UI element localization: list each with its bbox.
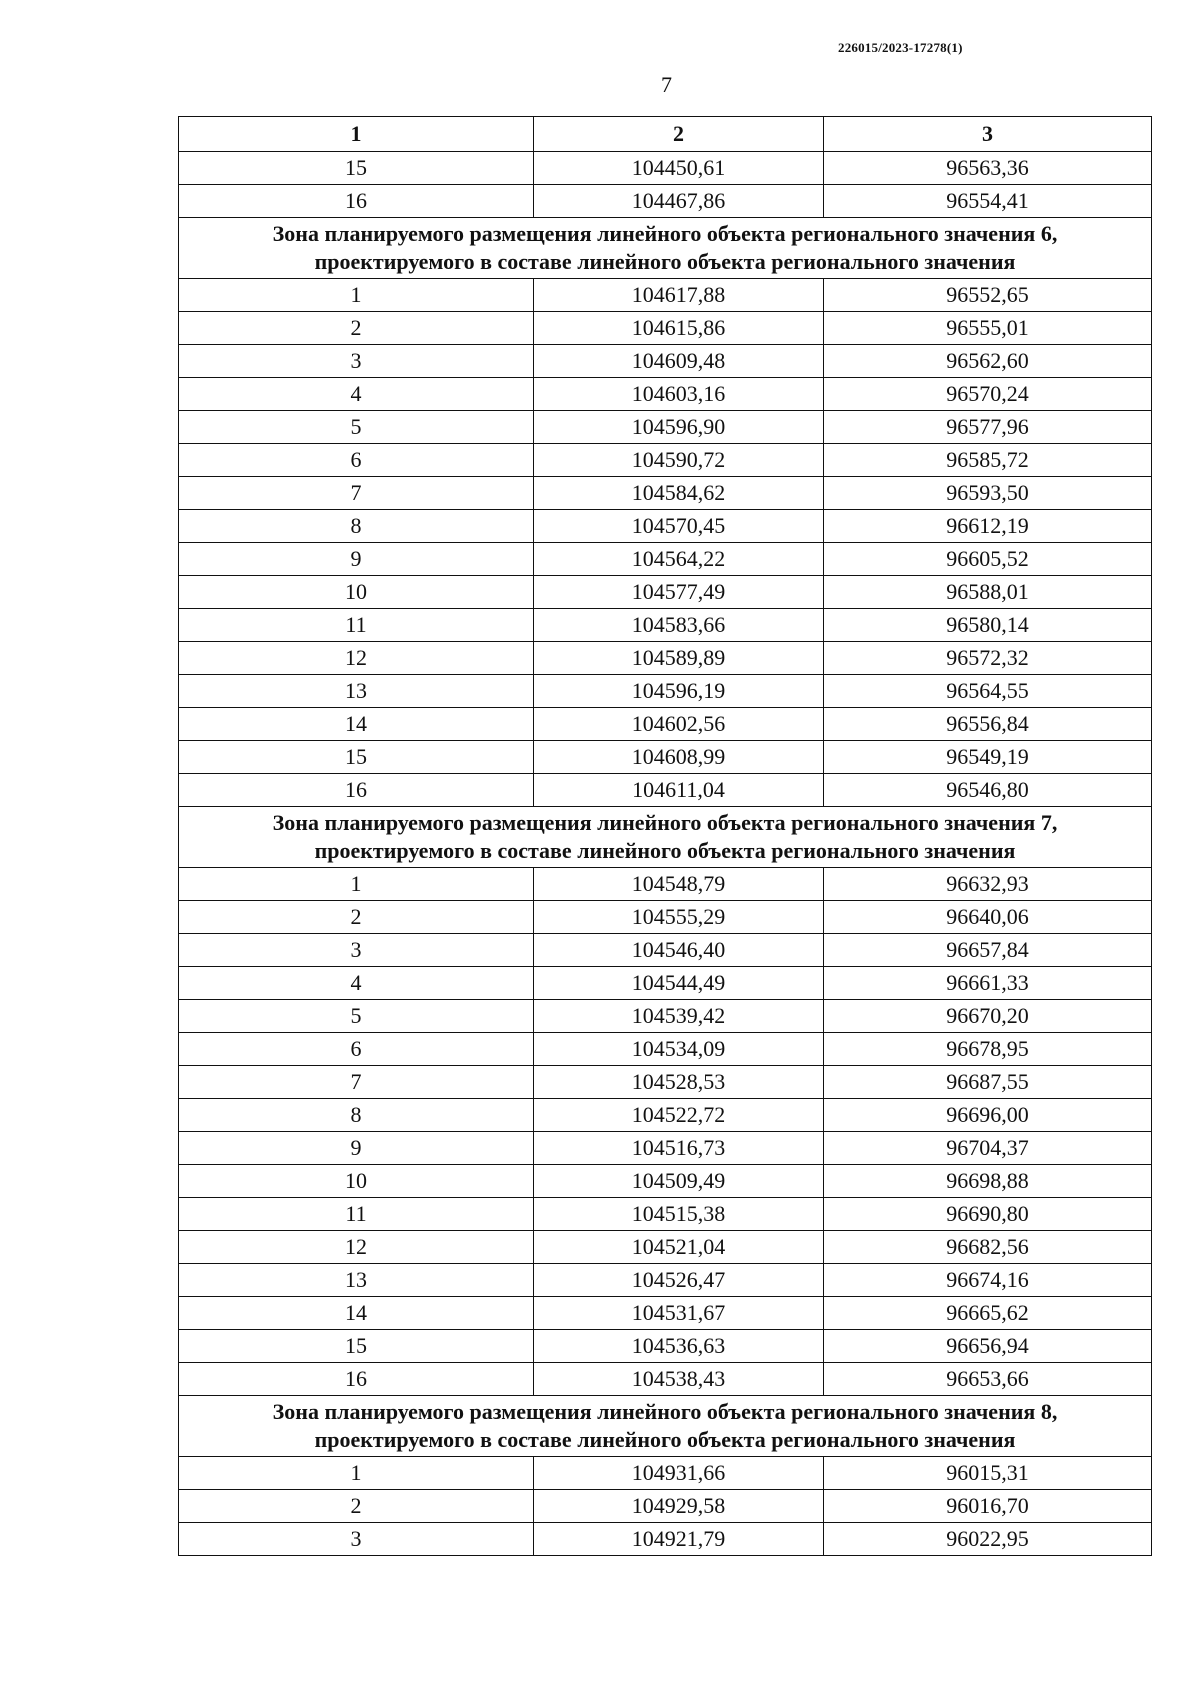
y-coordinate-cell: 96022,95 — [824, 1523, 1152, 1556]
point-number-cell: 9 — [179, 543, 534, 576]
point-number-cell: 16 — [179, 774, 534, 807]
table-row — [179, 901, 1152, 934]
x-coordinate-cell: 104528,53 — [534, 1066, 824, 1099]
y-coordinate-cell: 96682,56 — [824, 1231, 1152, 1264]
x-coordinate-cell: 104577,49 — [534, 576, 824, 609]
point-number-cell: 5 — [179, 1000, 534, 1033]
table-row — [179, 642, 1152, 675]
table-row — [179, 543, 1152, 576]
x-coordinate-cell: 104615,86 — [534, 312, 824, 345]
table-row — [179, 1000, 1152, 1033]
x-coordinate-cell: 104450,61 — [534, 152, 824, 185]
table-row — [179, 1066, 1152, 1099]
table-row — [179, 411, 1152, 444]
y-coordinate-cell: 96678,95 — [824, 1033, 1152, 1066]
point-number-cell: 16 — [179, 1363, 534, 1396]
y-coordinate-cell: 96556,84 — [824, 708, 1152, 741]
x-coordinate-cell: 104522,72 — [534, 1099, 824, 1132]
table-row — [179, 1457, 1152, 1490]
x-coordinate-cell: 104521,04 — [534, 1231, 824, 1264]
y-coordinate-cell: 96563,36 — [824, 152, 1152, 185]
point-number-cell: 4 — [179, 378, 534, 411]
x-coordinate-cell: 104583,66 — [534, 609, 824, 642]
y-coordinate-cell: 96661,33 — [824, 967, 1152, 1000]
y-coordinate-cell: 96577,96 — [824, 411, 1152, 444]
x-coordinate-cell: 104515,38 — [534, 1198, 824, 1231]
y-coordinate-cell: 96687,55 — [824, 1066, 1152, 1099]
point-number-cell: 9 — [179, 1132, 534, 1165]
zone-title-row — [179, 218, 1152, 279]
y-coordinate-cell: 96588,01 — [824, 576, 1152, 609]
zone-title-line: Зона планируемого размещения линейного объекта регионального значения 8, — [272, 1399, 1058, 1424]
y-coordinate-cell: 96552,65 — [824, 279, 1152, 312]
table-row — [179, 1330, 1152, 1363]
point-number-cell: 2 — [179, 901, 534, 934]
point-number-cell: 3 — [179, 934, 534, 967]
table-row — [179, 708, 1152, 741]
table-row — [179, 279, 1152, 312]
point-number-cell: 15 — [179, 741, 534, 774]
table-row — [179, 576, 1152, 609]
table-row — [179, 1523, 1152, 1556]
y-coordinate-cell: 96640,06 — [824, 901, 1152, 934]
x-coordinate-cell: 104929,58 — [534, 1490, 824, 1523]
point-number-cell: 3 — [179, 1523, 534, 1556]
y-coordinate-cell: 96657,84 — [824, 934, 1152, 967]
table-row — [179, 741, 1152, 774]
point-number-cell: 8 — [179, 510, 534, 543]
table-row — [179, 1264, 1152, 1297]
zone-title-row — [179, 1396, 1152, 1457]
x-coordinate-cell: 104602,56 — [534, 708, 824, 741]
y-coordinate-cell: 96656,94 — [824, 1330, 1152, 1363]
point-number-cell: 11 — [179, 609, 534, 642]
coordinates-table — [178, 116, 1152, 1556]
y-coordinate-cell: 96546,80 — [824, 774, 1152, 807]
x-coordinate-cell: 104538,43 — [534, 1363, 824, 1396]
x-coordinate-cell: 104536,63 — [534, 1330, 824, 1363]
document-number: 226015/2023-17278(1) — [838, 40, 963, 55]
table-row — [179, 1490, 1152, 1523]
header-row — [179, 117, 1152, 152]
zone-title-line: проектируемого в составе линейного объекта регионального значения — [314, 838, 1016, 863]
y-coordinate-cell: 96562,60 — [824, 345, 1152, 378]
table-row — [179, 477, 1152, 510]
point-number-cell: 6 — [179, 444, 534, 477]
table-row — [179, 675, 1152, 708]
y-coordinate-cell: 96605,52 — [824, 543, 1152, 576]
y-coordinate-cell: 96612,19 — [824, 510, 1152, 543]
x-coordinate-cell: 104611,04 — [534, 774, 824, 807]
table-row — [179, 1363, 1152, 1396]
x-coordinate-cell: 104534,09 — [534, 1033, 824, 1066]
point-number-cell: 3 — [179, 345, 534, 378]
point-number-cell: 8 — [179, 1099, 534, 1132]
point-number-cell: 6 — [179, 1033, 534, 1066]
table-row — [179, 609, 1152, 642]
x-coordinate-cell: 104603,16 — [534, 378, 824, 411]
x-coordinate-cell: 104564,22 — [534, 543, 824, 576]
point-number-cell: 4 — [179, 967, 534, 1000]
point-number-cell: 11 — [179, 1198, 534, 1231]
x-coordinate-cell: 104526,47 — [534, 1264, 824, 1297]
point-number-cell: 5 — [179, 411, 534, 444]
table-header — [179, 117, 1152, 152]
point-number-cell: 14 — [179, 708, 534, 741]
y-coordinate-cell: 96016,70 — [824, 1490, 1152, 1523]
point-number-cell: 7 — [179, 477, 534, 510]
y-coordinate-cell: 96585,72 — [824, 444, 1152, 477]
y-coordinate-cell: 96549,19 — [824, 741, 1152, 774]
point-number-cell: 12 — [179, 1231, 534, 1264]
table-row — [179, 774, 1152, 807]
y-coordinate-cell: 96015,31 — [824, 1457, 1152, 1490]
y-coordinate-cell: 96564,55 — [824, 675, 1152, 708]
x-coordinate-cell: 104548,79 — [534, 868, 824, 901]
table-row — [179, 1297, 1152, 1330]
y-coordinate-cell: 96554,41 — [824, 185, 1152, 218]
x-coordinate-cell: 104516,73 — [534, 1132, 824, 1165]
x-coordinate-cell: 104589,89 — [534, 642, 824, 675]
point-number-cell: 1 — [179, 279, 534, 312]
point-number-cell: 14 — [179, 1297, 534, 1330]
point-number-cell: 13 — [179, 675, 534, 708]
x-coordinate-cell: 104931,66 — [534, 1457, 824, 1490]
y-coordinate-cell: 96572,32 — [824, 642, 1152, 675]
table-row — [179, 510, 1152, 543]
point-number-cell: 15 — [179, 152, 534, 185]
zone-title — [179, 807, 1152, 868]
zone-title-line: проектируемого в составе линейного объекта регионального значения — [314, 249, 1016, 274]
y-coordinate-cell: 96704,37 — [824, 1132, 1152, 1165]
x-coordinate-cell: 104596,90 — [534, 411, 824, 444]
point-number-cell: 2 — [179, 1490, 534, 1523]
column-header-1: 1 — [179, 117, 534, 152]
x-coordinate-cell: 104921,79 — [534, 1523, 824, 1556]
y-coordinate-cell: 96555,01 — [824, 312, 1152, 345]
y-coordinate-cell: 96632,93 — [824, 868, 1152, 901]
y-coordinate-cell: 96665,62 — [824, 1297, 1152, 1330]
point-number-cell: 2 — [179, 312, 534, 345]
table-row — [179, 1099, 1152, 1132]
point-number-cell: 12 — [179, 642, 534, 675]
y-coordinate-cell: 96698,88 — [824, 1165, 1152, 1198]
table-row — [179, 378, 1152, 411]
point-number-cell: 16 — [179, 185, 534, 218]
x-coordinate-cell: 104608,99 — [534, 741, 824, 774]
point-number-cell: 10 — [179, 576, 534, 609]
table-row — [179, 1231, 1152, 1264]
point-number-cell: 10 — [179, 1165, 534, 1198]
table-row — [179, 345, 1152, 378]
y-coordinate-cell: 96653,66 — [824, 1363, 1152, 1396]
y-coordinate-cell: 96696,00 — [824, 1099, 1152, 1132]
x-coordinate-cell: 104531,67 — [534, 1297, 824, 1330]
y-coordinate-cell: 96670,20 — [824, 1000, 1152, 1033]
table-row — [179, 1033, 1152, 1066]
column-header-3: 3 — [824, 117, 1152, 152]
x-coordinate-cell: 104570,45 — [534, 510, 824, 543]
x-coordinate-cell: 104539,42 — [534, 1000, 824, 1033]
table-row — [179, 934, 1152, 967]
x-coordinate-cell: 104546,40 — [534, 934, 824, 967]
x-coordinate-cell: 104544,49 — [534, 967, 824, 1000]
table-body — [179, 152, 1152, 1556]
x-coordinate-cell: 104609,48 — [534, 345, 824, 378]
table-row — [179, 1132, 1152, 1165]
x-coordinate-cell: 104590,72 — [534, 444, 824, 477]
y-coordinate-cell: 96593,50 — [824, 477, 1152, 510]
table-row — [179, 1198, 1152, 1231]
zone-title-line: Зона планируемого размещения линейного объекта регионального значения 6, — [272, 221, 1058, 246]
point-number-cell: 15 — [179, 1330, 534, 1363]
y-coordinate-cell: 96690,80 — [824, 1198, 1152, 1231]
zone-title — [179, 218, 1152, 279]
table-row — [179, 185, 1152, 218]
point-number-cell: 7 — [179, 1066, 534, 1099]
point-number-cell: 13 — [179, 1264, 534, 1297]
zone-title-line: Зона планируемого размещения линейного объекта регионального значения 7, — [272, 810, 1058, 835]
x-coordinate-cell: 104467,86 — [534, 185, 824, 218]
table-row — [179, 444, 1152, 477]
table-row — [179, 1165, 1152, 1198]
x-coordinate-cell: 104584,62 — [534, 477, 824, 510]
zone-title-line: проектируемого в составе линейного объекта регионального значения — [314, 1427, 1016, 1452]
zone-title-row — [179, 807, 1152, 868]
table-row — [179, 967, 1152, 1000]
x-coordinate-cell: 104509,49 — [534, 1165, 824, 1198]
point-number-cell: 1 — [179, 1457, 534, 1490]
y-coordinate-cell: 96674,16 — [824, 1264, 1152, 1297]
x-coordinate-cell: 104555,29 — [534, 901, 824, 934]
table-row — [179, 868, 1152, 901]
table-row — [179, 152, 1152, 185]
zone-title — [179, 1396, 1152, 1457]
table-row — [179, 312, 1152, 345]
x-coordinate-cell: 104617,88 — [534, 279, 824, 312]
y-coordinate-cell: 96580,14 — [824, 609, 1152, 642]
point-number-cell: 1 — [179, 868, 534, 901]
page-number: 7 — [661, 72, 672, 97]
column-header-2: 2 — [534, 117, 824, 152]
x-coordinate-cell: 104596,19 — [534, 675, 824, 708]
y-coordinate-cell: 96570,24 — [824, 378, 1152, 411]
